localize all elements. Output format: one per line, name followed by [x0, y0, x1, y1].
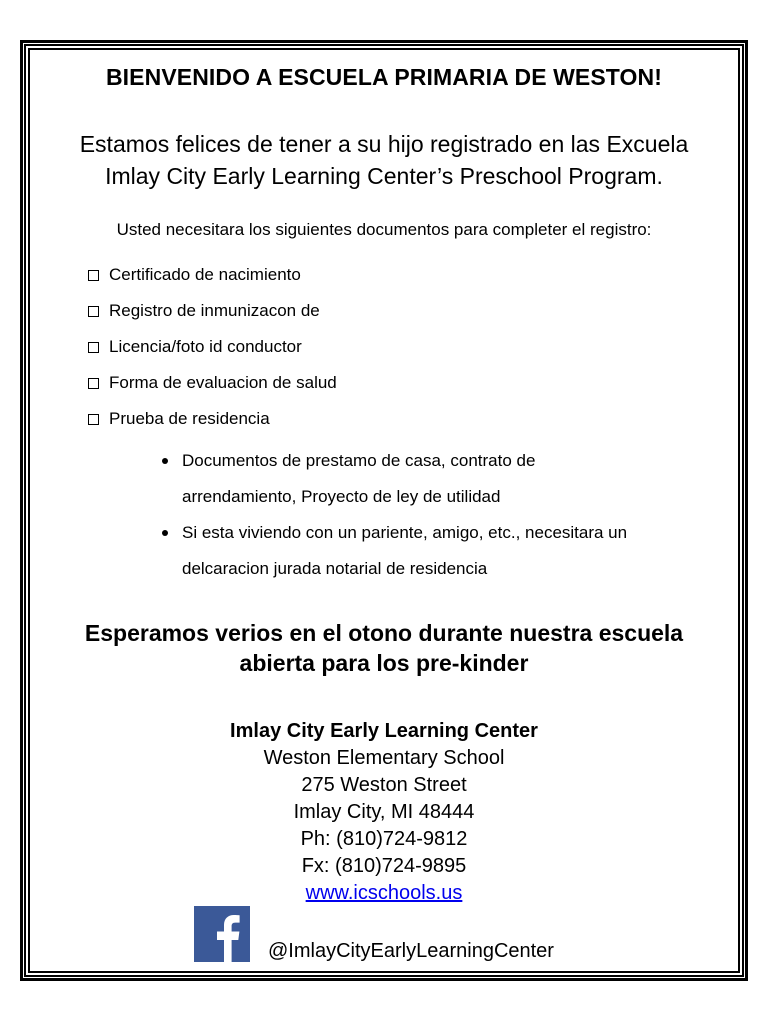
checklist-item-label: Prueba de residencia [109, 409, 270, 428]
checkbox-icon [88, 306, 99, 317]
org-name: Imlay City Early Learning Center [230, 720, 538, 742]
note-line: Documentos de prestamo de casa, contrato de [182, 451, 536, 470]
page-title: BIENVENIDO A ESCUELA PRIMARIA DE WESTON! [105, 64, 663, 90]
checklist-item [88, 372, 337, 408]
checkbox-icon [88, 270, 99, 281]
flyer-content [32, 52, 736, 969]
checkbox-icon [88, 414, 99, 425]
phone-number: Ph: (810)724-9812 [300, 828, 468, 850]
closing-line-2: abierta para los pre-kinder [239, 650, 529, 676]
street-address: 275 Weston Street [301, 774, 467, 796]
contact-block [32, 718, 736, 907]
closing-message [32, 618, 736, 678]
website-link[interactable]: www.icschools.us [305, 882, 463, 904]
checklist-item-label: Certificado de nacimiento [109, 265, 301, 284]
documents-needed-text: Usted necesitara los siguientes documentos para completer el registro: [116, 220, 652, 239]
list-item [182, 443, 742, 515]
bullet-icon [162, 530, 168, 536]
checkbox-icon [88, 342, 99, 353]
fax-number: Fx: (810)724-9895 [301, 855, 467, 877]
city-state-zip: Imlay City, MI 48444 [293, 801, 475, 823]
checklist-item-label: Licencia/foto id conductor [109, 337, 302, 356]
intro-text [32, 128, 736, 192]
checklist-item-label: Registro de inmunizacon de [109, 301, 320, 320]
checklist-item-label: Forma de evaluacion de salud [109, 373, 337, 392]
intro-line-2: Imlay City Early Learning Center’s Preschool Program. [105, 163, 663, 189]
note-line: Si esta viviendo con un pariente, amigo, etc., necesitara un [182, 523, 628, 542]
list-item [182, 515, 742, 587]
document-checklist [88, 264, 337, 444]
school-name: Weston Elementary School [263, 747, 505, 769]
residence-notes [182, 443, 742, 587]
facebook-handle: @ImlayCityEarlyLearningCenter [268, 940, 554, 962]
facebook-icon[interactable] [194, 906, 250, 962]
checklist-item [88, 264, 337, 300]
checklist-item [88, 408, 337, 444]
note-line: arrendamiento, Proyecto de ley de utilidad [182, 487, 501, 506]
checklist-item [88, 336, 337, 372]
checkbox-icon [88, 378, 99, 389]
bullet-icon [162, 458, 168, 464]
facebook-glyph [194, 906, 250, 962]
closing-line-1: Esperamos verios en el otono durante nuestra escuela [84, 620, 684, 646]
intro-line-1: Estamos felices de tener a su hijo registrado en las Excuela [79, 131, 689, 157]
checklist-item [88, 300, 337, 336]
note-line: delcaracion jurada notarial de residencia [182, 559, 488, 578]
